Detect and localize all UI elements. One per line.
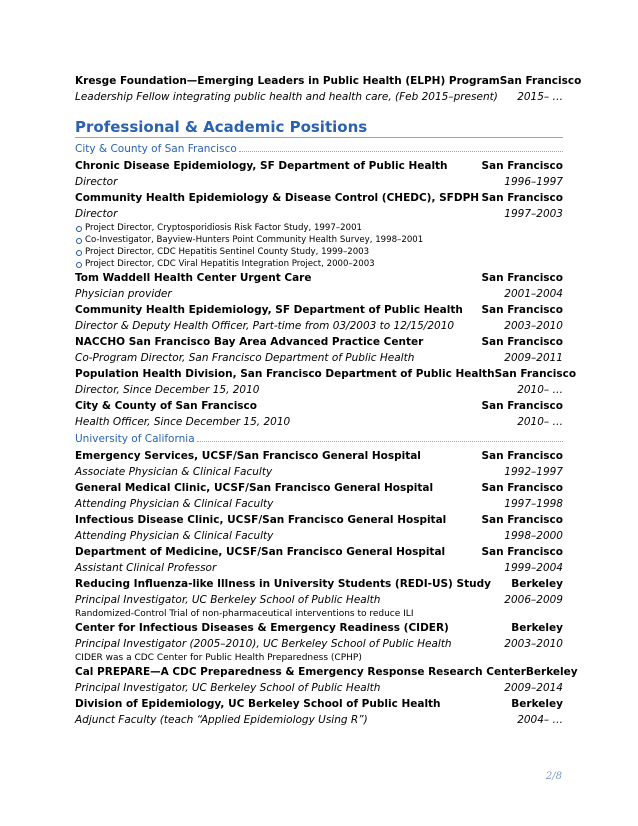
entry-header-row [75, 271, 563, 287]
entry-org: General Medical Clinic, UCSF/San Francisco General Hospital [75, 482, 434, 494]
entry-location: San Francisco [481, 272, 563, 284]
entry-note: CIDER was a CDC Center for Public Health Preparedness (CPHP) [75, 653, 362, 663]
entry-header-row [75, 367, 577, 383]
entry-header-row [75, 191, 563, 207]
cv-entry [75, 303, 563, 334]
entry-org: Infectious Disease Clinic, UCSF/San Francisco General Hospital [75, 514, 447, 526]
bullet-item: Co-Investigator, Bayview-Hunters Point Community Health Survey, 1998–2001 [75, 234, 563, 246]
entry-header-row [75, 513, 563, 529]
entry-role: Director & Deputy Health Officer, Part-time from 03/2003 to 12/15/2010 [75, 319, 455, 332]
entry-role-row [75, 351, 563, 367]
cv-entry [75, 513, 563, 544]
entry-location: San Francisco [481, 160, 563, 172]
entry-location: San Francisco [499, 75, 582, 87]
cv-entry [75, 159, 563, 190]
entry-org: NACCHO San Francisco Bay Area Advanced Practice Center [75, 336, 424, 348]
entry-role-row [75, 207, 563, 223]
entry-role-row [75, 287, 563, 303]
entry-role: Assistant Clinical Professor [75, 561, 217, 574]
cv-entry [75, 697, 563, 728]
entry-role: Attending Physician & Clinical Faculty [75, 529, 274, 542]
cv-entry [75, 399, 563, 430]
entry-role: Principal Investigator (2005–2010), UC Berkeley School of Public Health [75, 637, 452, 650]
entry-role-row [75, 319, 563, 335]
entry-years: 2003–2010 [504, 319, 563, 332]
entry-role: Physician provider [75, 287, 172, 300]
entry-role-row [75, 383, 563, 399]
entry-years: 1997–2003 [504, 207, 563, 220]
entry-years: 2006–2009 [504, 593, 563, 606]
entry-role: Director [75, 207, 118, 220]
subsection-title: University of California [75, 433, 195, 445]
entry-org: Center for Infectious Diseases & Emergency Readiness (CIDER) [75, 622, 449, 634]
entry-role-row [75, 681, 563, 697]
cv-entry [75, 449, 563, 480]
entry-role: Leadership Fellow integrating public health and health care, (Feb 2015–present) [75, 90, 498, 103]
entry-years: 1996–1997 [504, 175, 563, 188]
entry-location: San Francisco [494, 368, 577, 380]
entry-role-row [75, 415, 563, 431]
cv-entry [75, 481, 563, 512]
entry-years: 2009–2014 [504, 681, 563, 694]
entry-bullet-list [75, 222, 563, 270]
entry-org: Department of Medicine, UCSF/San Francisco General Hospital [75, 546, 446, 558]
subsection-uc [75, 432, 563, 446]
cv-page [75, 74, 582, 729]
entry-location: San Francisco [481, 336, 563, 348]
entry-years: 2001–2004 [504, 287, 563, 300]
dotted-leader [197, 432, 563, 442]
entry-location: San Francisco [481, 400, 563, 412]
entry-location: San Francisco [481, 450, 563, 462]
entry-location: Berkeley [511, 622, 563, 634]
subsection-title: City & County of San Francisco [75, 143, 237, 155]
entry-header-row [75, 159, 563, 175]
entry-note: Randomized-Control Trial of non-pharmaceutical interventions to reduce ILI [75, 609, 414, 619]
entry-role: Director [75, 175, 118, 188]
entry-years: 1992–1997 [504, 465, 563, 478]
entry-org: Community Health Epidemiology & Disease Control (CHEDC), SFDPH [75, 192, 480, 204]
sf-entry-list [75, 159, 577, 430]
entry-role: Health Officer, Since December 15, 2010 [75, 415, 291, 428]
entry-header-row [75, 399, 563, 415]
entry-location: Berkeley [525, 666, 578, 678]
bullet-item: Project Director, CDC Viral Hepatitis Integration Project, 2000–2003 [75, 258, 563, 270]
entry-role-row [75, 529, 563, 545]
entry-years: 2003–2010 [504, 637, 563, 650]
uc-entry-list [75, 449, 578, 728]
entry-org: Kresge Foundation—Emerging Leaders in Public Health (ELPH) Program [75, 75, 500, 87]
entry-location: San Francisco [481, 304, 563, 316]
section-divider [75, 137, 563, 138]
entry-years: 1997–1998 [504, 497, 563, 510]
entry-role: Attending Physician & Clinical Faculty [75, 497, 274, 510]
entry-role-row [75, 465, 563, 481]
entry-location: San Francisco [481, 482, 563, 494]
entry-location: San Francisco [481, 514, 563, 526]
entry-org: Emergency Services, UCSF/San Francisco General Hospital [75, 450, 421, 462]
entry-role-row [75, 713, 563, 729]
entry-role-row [75, 175, 563, 191]
entry-role: Associate Physician & Clinical Faculty [75, 465, 273, 478]
page-number: 2/8 [545, 771, 562, 782]
bullet-item: Project Director, Cryptosporidiosis Risk Factor Study, 1997–2001 [75, 222, 563, 234]
entry-years: 2010– … [517, 383, 563, 396]
entry-header-row [75, 665, 578, 681]
subsection-sf [75, 142, 563, 156]
entry-header-row [75, 697, 563, 713]
entry-header-row [75, 335, 563, 351]
entry-years: 2015– … [517, 90, 563, 103]
entry-role: Principal Investigator, UC Berkeley School of Public Health [75, 681, 381, 694]
entry-header-row [75, 481, 563, 497]
entry-location: Berkeley [511, 698, 563, 710]
entry-header-row [75, 577, 563, 593]
entry-role: Director, Since December 15, 2010 [75, 383, 260, 396]
entry-header-row [75, 449, 563, 465]
bullet-item: Project Director, CDC Hepatitis Sentinel County Study, 1999–2003 [75, 246, 563, 258]
cv-entry-kresge [75, 74, 582, 105]
entry-org: Chronic Disease Epidemiology, SF Department of Public Health [75, 160, 448, 172]
cv-entry [75, 335, 563, 366]
entry-location: San Francisco [481, 546, 563, 558]
cv-entry [75, 665, 578, 696]
entry-org: Community Health Epidemiology, SF Department of Public Health [75, 304, 463, 316]
entry-org: Tom Waddell Health Center Urgent Care [75, 272, 312, 284]
entry-years: 2004– … [517, 713, 563, 726]
cv-entry [75, 621, 563, 664]
entry-role-row [75, 497, 563, 513]
entry-location: San Francisco [481, 192, 563, 204]
entry-org: Population Health Division, San Francisco Department of Public Health [75, 368, 495, 380]
cv-entry [75, 545, 563, 576]
entry-org: Cal PREPARE—A CDC Preparedness & Emergency Response Research Center [75, 666, 526, 678]
entry-role-row [75, 637, 563, 653]
entry-header-row [75, 303, 563, 319]
dotted-leader [239, 142, 563, 152]
entry-years: 2009–2011 [504, 351, 563, 364]
entry-role: Adjunct Faculty (teach “Applied Epidemiology Using R”) [75, 713, 368, 726]
entry-role: Principal Investigator, UC Berkeley School of Public Health [75, 593, 381, 606]
cv-entry [75, 577, 563, 620]
entry-role: Co-Program Director, San Francisco Department of Public Health [75, 351, 415, 364]
entry-role-row [75, 593, 563, 609]
entry-years: 1999–2004 [504, 561, 563, 574]
entry-org: Reducing Influenza-like Illness in University Students (REDI-US) Study [75, 578, 491, 590]
entry-header-row [75, 621, 563, 637]
cv-entry [75, 191, 563, 270]
entry-org: Division of Epidemiology, UC Berkeley School of Public Health [75, 698, 441, 710]
cv-entry [75, 367, 577, 398]
section-title: Professional & Academic Positions [75, 118, 368, 136]
cv-entry [75, 271, 563, 302]
entry-header-row [75, 545, 563, 561]
entry-years: 2010– … [517, 415, 563, 428]
entry-org: City & County of San Francisco [75, 400, 257, 412]
entry-location: Berkeley [511, 578, 563, 590]
entry-years: 1998–2000 [504, 529, 563, 542]
entry-role-row [75, 561, 563, 577]
